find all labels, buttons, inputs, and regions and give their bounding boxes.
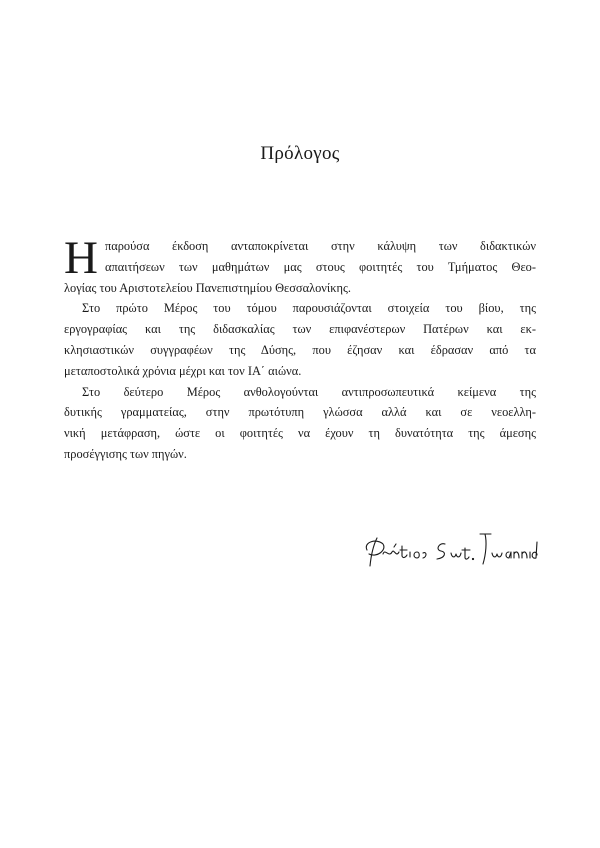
paragraph-3 bbox=[64, 382, 536, 465]
text-line: κλησιαστικών συγγραφέων της Δύσης, που έζησαν και έδρασαν από τα bbox=[64, 342, 536, 357]
text-line: παρούσα έκδοση ανταποκρίνεται στην κάλυψη των διδακτικών bbox=[105, 239, 536, 253]
author-signature bbox=[361, 528, 541, 572]
text-line: Στο δεύτερο Μέρος ανθολογούνται αντιπροσωπευτικά κείμενα της bbox=[82, 384, 536, 399]
text-line: απαιτήσεων των μαθημάτων μας στους φοιτητές του Τμήματος Θεο- bbox=[105, 259, 536, 274]
page-title: Πρόλογος bbox=[260, 143, 340, 164]
text-line: εργογραφίας και της διδασκαλίας των επιφανέστερων Πατέρων και εκ- bbox=[64, 322, 536, 337]
text-line: νική μετάφραση, ώστε οι φοιτητές να έχουν τη δυνατότητα της άμεσης bbox=[64, 426, 536, 441]
paragraph-1 bbox=[64, 232, 536, 298]
text-line: μεταποστολικά χρόνια μέχρι και τον ΙΑ΄ αιώνα. bbox=[64, 363, 302, 378]
preface-body bbox=[64, 232, 536, 465]
text-line: Στο πρώτο Μέρος του τόμου παρουσιάζονται στοιχεία του βίου, της bbox=[82, 301, 536, 316]
text-line: δυτικής γραμματείας, στην πρωτότυπη γλώσσα αλλά και σε νεοελλη- bbox=[64, 405, 536, 420]
paragraph-2 bbox=[64, 298, 536, 381]
text-line: προσέγγισης των πηγών. bbox=[64, 446, 187, 461]
signature-graphic bbox=[361, 528, 541, 572]
text-line: λογίας του Αριστοτελείου Πανεπιστημίου Θεσσαλονίκης. bbox=[64, 280, 351, 295]
drop-cap: Η bbox=[64, 232, 98, 284]
